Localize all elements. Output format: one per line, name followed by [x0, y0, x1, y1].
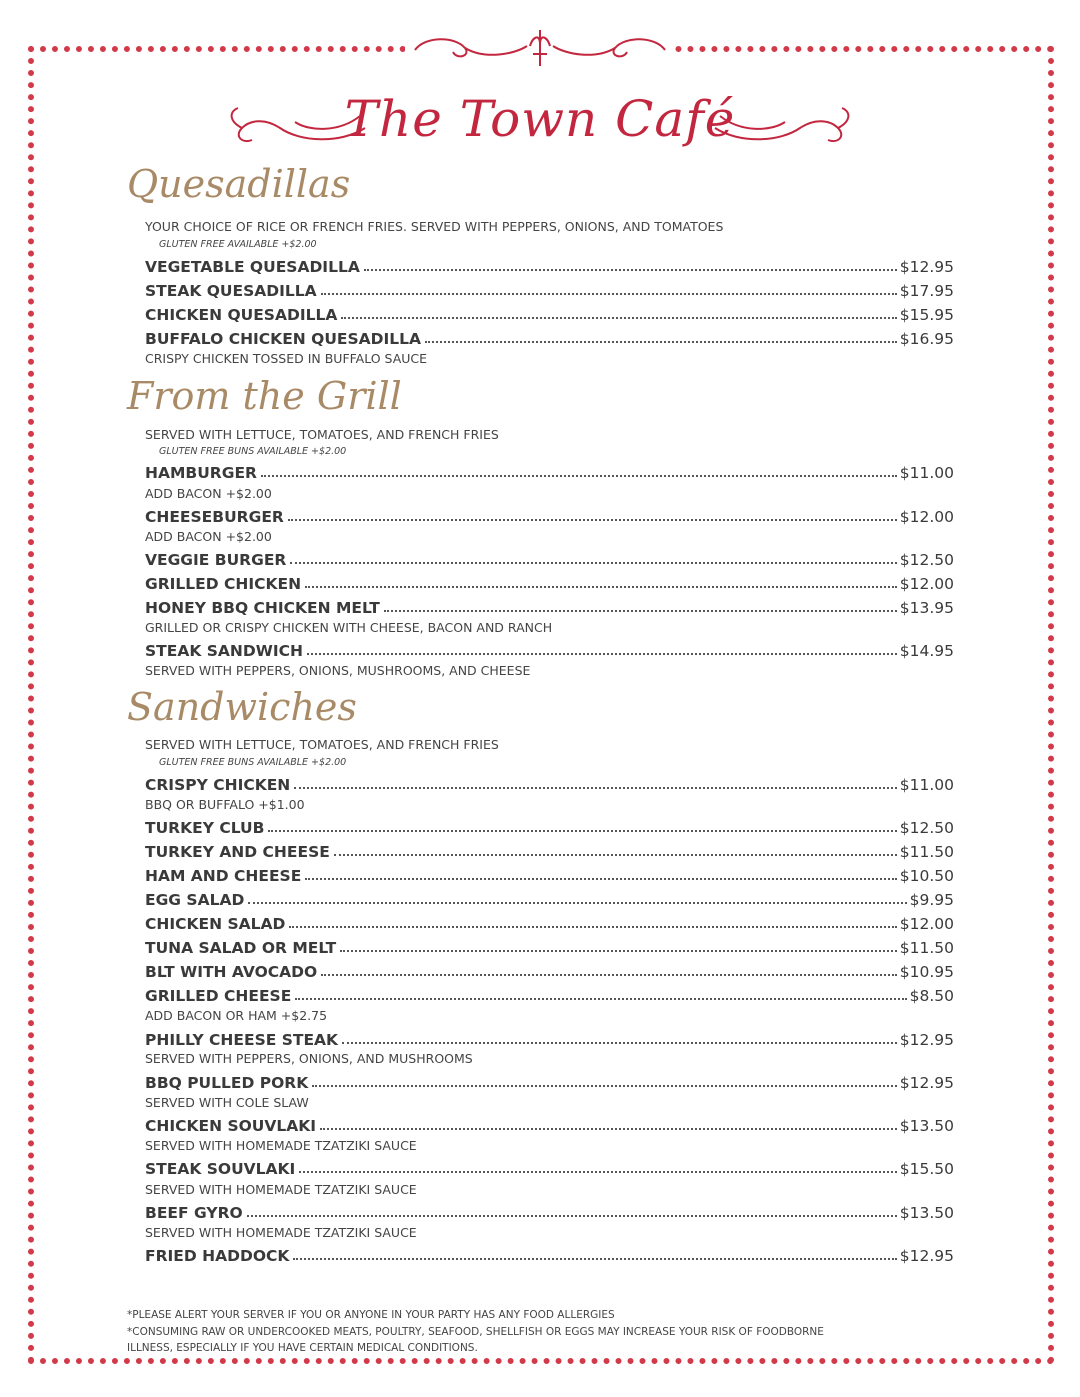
leader-dots	[295, 998, 906, 1000]
item-description: SERVED WITH PEPPERS, ONIONS, MUSHROOMS, AND CHEESE	[145, 663, 531, 678]
allergy-notice: *PLEASE ALERT YOUR SERVER IF YOU OR ANYONE IN YOUR PARTY HAS ANY FOOD ALLERGIES	[127, 1309, 615, 1321]
leader-dots	[321, 974, 897, 976]
item-name: STEAK SOUVLAKI	[145, 1160, 296, 1178]
item-price: $10.95	[899, 963, 954, 981]
leader-dots	[364, 269, 897, 271]
menu-item	[145, 504, 954, 526]
item-name: CHICKEN QUESADILLA	[145, 306, 338, 324]
item-name: EGG SALAD	[145, 891, 245, 909]
menu-item	[145, 839, 954, 861]
menu-item	[145, 1113, 954, 1135]
item-name: GRILLED CHEESE	[145, 987, 292, 1005]
menu-item	[145, 772, 954, 794]
menu-item	[145, 1243, 954, 1265]
menu-item	[145, 595, 954, 617]
item-description: CRISPY CHICKEN TOSSED IN BUFFALO SAUCE	[145, 351, 428, 366]
menu-item	[145, 460, 954, 482]
section-note: SERVED WITH LETTUCE, TOMATOES, AND FRENCH FRIES	[145, 737, 499, 752]
item-name: HONEY BBQ CHICKEN MELT	[145, 599, 380, 617]
leader-dots	[334, 854, 897, 856]
item-description: SERVED WITH HOMEMADE TZATZIKI SAUCE	[145, 1138, 417, 1153]
item-name: CHEESEBURGER	[145, 508, 284, 526]
menu-item	[145, 1070, 954, 1092]
menu-item	[145, 1027, 954, 1049]
item-price: $16.95	[899, 330, 954, 348]
leader-dots	[342, 1042, 897, 1044]
item-name: HAMBURGER	[145, 464, 257, 482]
leader-dots	[288, 519, 897, 521]
item-name: GRILLED CHICKEN	[145, 575, 302, 593]
item-name: BEEF GYRO	[145, 1204, 243, 1222]
item-name: HAM AND CHEESE	[145, 867, 302, 885]
item-price: $12.95	[899, 1074, 954, 1092]
item-name: STEAK SANDWICH	[145, 642, 303, 660]
item-price: $13.50	[899, 1117, 954, 1135]
item-price: $12.50	[899, 551, 954, 569]
item-price: $8.50	[909, 987, 954, 1005]
item-price: $13.95	[899, 599, 954, 617]
item-price: $12.00	[899, 575, 954, 593]
item-description: BBQ OR BUFFALO +$1.00	[145, 797, 305, 812]
item-price: $14.95	[899, 642, 954, 660]
restaurant-title: The Town Café	[344, 90, 736, 148]
item-description: SERVED WITH HOMEMADE TZATZIKI SAUCE	[145, 1225, 417, 1240]
leader-dots	[307, 653, 897, 655]
item-name: FRIED HADDOCK	[145, 1247, 290, 1265]
item-name: CHICKEN SALAD	[145, 915, 286, 933]
item-name: CHICKEN SOUVLAKI	[145, 1117, 317, 1135]
section-title-sandwiches: Sandwiches	[127, 685, 357, 729]
menu-item	[145, 571, 954, 593]
item-name: CRISPY CHICKEN	[145, 776, 291, 794]
leader-dots	[384, 610, 897, 612]
leader-dots	[305, 586, 897, 588]
menu-item	[145, 326, 954, 348]
consumption-warning-continued: ILLNESS, ESPECIALLY IF YOU HAVE CERTAIN MEDICAL CONDITIONS.	[127, 1342, 478, 1354]
menu-item	[145, 547, 954, 569]
consumption-warning: *CONSUMING RAW OR UNDERCOOKED MEATS, POULTRY, SEAFOOD, SHELLFISH OR EGGS MAY INCREASE YOUR RISK OF FOODBORNE	[127, 1326, 824, 1338]
leader-dots	[425, 341, 897, 343]
menu-item	[145, 278, 954, 300]
item-price: $15.95	[899, 306, 954, 324]
leader-dots	[341, 317, 896, 319]
item-description: SERVED WITH HOMEMADE TZATZIKI SAUCE	[145, 1182, 417, 1197]
menu-item	[145, 302, 954, 324]
item-description: ADD BACON OR HAM +$2.75	[145, 1008, 328, 1023]
menu-item	[145, 887, 954, 909]
item-name: BBQ PULLED PORK	[145, 1074, 309, 1092]
item-price: $11.50	[899, 843, 954, 861]
item-description: GRILLED OR CRISPY CHICKEN WITH CHEESE, BACON AND RANCH	[145, 620, 553, 635]
leader-dots	[248, 902, 906, 904]
leader-dots	[290, 562, 896, 564]
item-description: ADD BACON +$2.00	[145, 529, 272, 544]
item-description: SERVED WITH PEPPERS, ONIONS, AND MUSHROOMS	[145, 1051, 473, 1066]
item-name: VEGGIE BURGER	[145, 551, 287, 569]
menu-item	[145, 1156, 954, 1178]
right-swash-ornament	[710, 98, 860, 148]
item-price: $12.95	[899, 1031, 954, 1049]
top-flourish-ornament	[405, 24, 675, 72]
menu-item	[145, 959, 954, 981]
menu-item	[145, 1200, 954, 1222]
leader-dots	[261, 475, 897, 477]
item-price: $12.95	[899, 258, 954, 276]
gluten-free-note: GLUTEN FREE AVAILABLE +$2.00	[159, 239, 317, 250]
item-price: $12.00	[899, 915, 954, 933]
item-price: $12.00	[899, 508, 954, 526]
item-price: $11.50	[899, 939, 954, 957]
leader-dots	[294, 787, 896, 789]
menu-item	[145, 815, 954, 837]
section-title-quesadillas: Quesadillas	[127, 162, 351, 206]
item-price: $10.50	[899, 867, 954, 885]
item-price: $9.95	[909, 891, 954, 909]
leader-dots	[320, 1128, 897, 1130]
item-price: $12.50	[899, 819, 954, 837]
item-name: BUFFALO CHICKEN QUESADILLA	[145, 330, 422, 348]
item-name: TUNA SALAD OR MELT	[145, 939, 337, 957]
leader-dots	[268, 830, 896, 832]
section-note: SERVED WITH LETTUCE, TOMATOES, AND FRENCH FRIES	[145, 427, 499, 442]
section-title-from-the-grill: From the Grill	[127, 374, 402, 418]
item-name: BLT WITH AVOCADO	[145, 963, 318, 981]
item-name: PHILLY CHEESE STEAK	[145, 1031, 339, 1049]
menu-item	[145, 638, 954, 660]
gluten-free-note: GLUTEN FREE BUNS AVAILABLE +$2.00	[159, 446, 347, 457]
leader-dots	[289, 926, 896, 928]
leader-dots	[340, 950, 897, 952]
item-name: VEGETABLE QUESADILLA	[145, 258, 360, 276]
menu-item	[145, 935, 954, 957]
item-name: TURKEY AND CHEESE	[145, 843, 330, 861]
leader-dots	[305, 878, 896, 880]
menu-item	[145, 983, 954, 1005]
item-name: STEAK QUESADILLA	[145, 282, 317, 300]
section-note: YOUR CHOICE OF RICE OR FRENCH FRIES. SERVED WITH PEPPERS, ONIONS, AND TOMATOES	[145, 219, 724, 234]
menu-item	[145, 254, 954, 276]
item-price: $11.00	[899, 464, 954, 482]
leader-dots	[321, 293, 897, 295]
item-price: $15.50	[899, 1160, 954, 1178]
item-name: TURKEY CLUB	[145, 819, 265, 837]
item-price: $11.00	[899, 776, 954, 794]
item-price: $17.95	[899, 282, 954, 300]
item-price: $12.95	[899, 1247, 954, 1265]
title-banner	[220, 78, 860, 168]
item-price: $13.50	[899, 1204, 954, 1222]
leader-dots	[299, 1171, 896, 1173]
menu-item	[145, 863, 954, 885]
leader-dots	[293, 1258, 896, 1260]
item-description: ADD BACON +$2.00	[145, 486, 272, 501]
item-description: SERVED WITH COLE SLAW	[145, 1095, 309, 1110]
gluten-free-note: GLUTEN FREE BUNS AVAILABLE +$2.00	[159, 757, 347, 768]
leader-dots	[312, 1085, 897, 1087]
menu-item	[145, 911, 954, 933]
leader-dots	[247, 1215, 897, 1217]
